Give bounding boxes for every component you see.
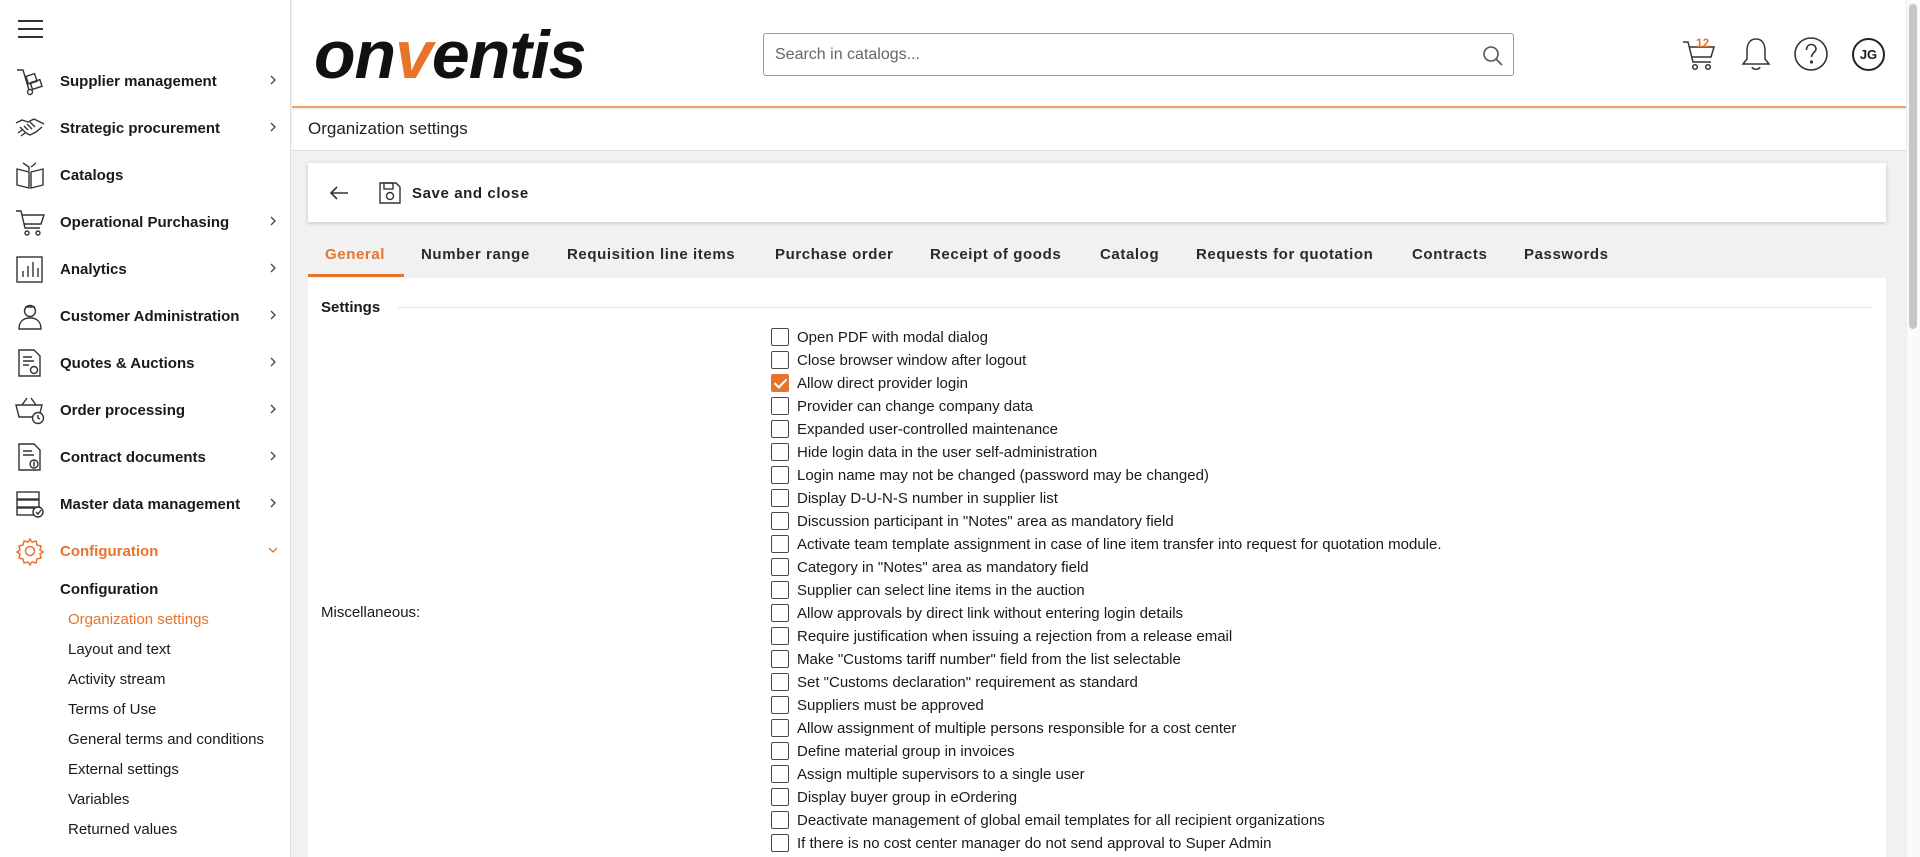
sidebar-subitem-terms-of-use[interactable]: Terms of Use <box>68 701 157 718</box>
page-title-bar <box>292 110 1906 151</box>
database-icon <box>14 489 46 519</box>
sidebar-item-customer-administration[interactable] <box>0 296 290 336</box>
sidebar-item-configuration[interactable] <box>0 531 290 571</box>
setting-option[interactable] <box>771 350 1026 370</box>
sidebar-subheading: Configuration <box>60 581 159 598</box>
setting-checkbox[interactable] <box>771 351 789 369</box>
setting-checkbox[interactable] <box>771 443 789 461</box>
sidebar-subitem-organization-settings[interactable]: Organization settings <box>68 611 209 628</box>
setting-label: If there is no cost center manager do not send approval to Super Admin <box>797 834 1272 852</box>
page-title: Organization settings <box>308 119 468 138</box>
tab-passwords[interactable]: Passwords <box>1524 246 1609 263</box>
setting-label: Allow assignment of multiple persons responsible for a cost center <box>797 719 1237 737</box>
setting-option[interactable] <box>771 718 1236 738</box>
setting-checkbox[interactable] <box>771 535 789 553</box>
setting-option[interactable] <box>771 419 1058 439</box>
setting-checkbox[interactable] <box>771 696 789 714</box>
tab-requisition-line-items[interactable]: Requisition line items <box>567 246 736 263</box>
setting-option[interactable] <box>771 465 1209 485</box>
avatar[interactable]: JG <box>1852 38 1885 71</box>
chevron-right-icon <box>268 309 278 321</box>
chevron-right-icon <box>268 121 278 133</box>
setting-option[interactable] <box>771 511 1174 531</box>
back-arrow-icon[interactable] <box>328 182 350 204</box>
settings-panel <box>308 278 1886 857</box>
setting-checkbox[interactable] <box>771 374 789 392</box>
save-and-close-button[interactable] <box>378 180 529 206</box>
chevron-right-icon <box>268 215 278 227</box>
setting-label: Allow direct provider login <box>797 374 968 392</box>
user-icon <box>14 301 46 331</box>
setting-checkbox[interactable] <box>771 581 789 599</box>
hand-truck-icon <box>14 66 46 96</box>
sidebar-item-label: Customer Administration <box>60 307 240 325</box>
setting-checkbox[interactable] <box>771 489 789 507</box>
setting-label: Make "Customs tariff number" field from the list selectable <box>797 650 1181 668</box>
sidebar-item-label: Configuration <box>60 542 159 560</box>
sidebar-item-label: Quotes & Auctions <box>60 354 195 372</box>
sidebar-item-analytics[interactable] <box>0 249 290 289</box>
sidebar-item-order-processing[interactable] <box>0 390 290 430</box>
save-icon <box>378 181 402 205</box>
setting-option[interactable] <box>771 442 1097 462</box>
setting-checkbox[interactable] <box>771 420 789 438</box>
sidebar-item-strategic-procurement[interactable] <box>0 108 290 148</box>
setting-option[interactable] <box>771 557 1089 577</box>
chevron-down-icon <box>268 544 278 556</box>
setting-label: Login name may not be changed (password may be changed) <box>797 466 1209 484</box>
sidebar-subitem-layout-and-text[interactable]: Layout and text <box>68 641 171 658</box>
save-and-close-label: Save and close <box>412 184 529 202</box>
setting-checkbox[interactable] <box>771 834 789 852</box>
group-label: Miscellaneous: <box>321 604 421 621</box>
setting-label: Provider can change company data <box>797 397 1033 415</box>
chevron-right-icon <box>268 356 278 368</box>
section-divider <box>398 307 1872 308</box>
logo-text-accent: v <box>395 17 432 90</box>
sidebar-item-label: Supplier management <box>60 72 217 90</box>
chevron-right-icon <box>268 403 278 415</box>
setting-label: Supplier can select line items in the auction <box>797 581 1085 599</box>
sidebar-subitem-variables[interactable]: Variables <box>68 791 130 808</box>
setting-checkbox[interactable] <box>771 765 789 783</box>
setting-label: Require justification when issuing a rejection from a release email <box>797 627 1233 645</box>
chevron-right-icon <box>268 497 278 509</box>
sidebar-subitem-returned-values[interactable]: Returned values <box>68 821 178 838</box>
setting-option[interactable] <box>771 672 1138 692</box>
setting-checkbox[interactable] <box>771 811 789 829</box>
setting-option[interactable] <box>771 488 1058 508</box>
logo-text-part: on <box>314 17 396 90</box>
basket-clock-icon <box>14 395 46 425</box>
setting-checkbox[interactable] <box>771 512 789 530</box>
sidebar-item-label: Operational Purchasing <box>60 213 230 231</box>
tab-requests-for-quotation[interactable]: Requests for quotation <box>1196 246 1374 263</box>
section-title: Settings <box>321 299 381 316</box>
setting-option[interactable] <box>771 603 1183 623</box>
setting-label: Discussion participant in "Notes" area as mandatory field <box>797 512 1174 530</box>
setting-option[interactable] <box>771 764 1085 784</box>
chevron-right-icon <box>268 262 278 274</box>
setting-checkbox[interactable] <box>771 466 789 484</box>
gear-icon <box>14 536 46 566</box>
sidebar-item-label: Master data management <box>60 495 241 513</box>
setting-option[interactable] <box>771 396 1033 416</box>
setting-label: Hide login data in the user self-administration <box>797 443 1098 461</box>
cart-count-badge: 12 <box>1696 36 1710 50</box>
setting-option[interactable] <box>771 327 988 347</box>
setting-checkbox[interactable] <box>771 788 789 806</box>
setting-label: Display D-U-N-S number in supplier list <box>797 489 1058 507</box>
notification-bell-icon[interactable] <box>1737 34 1775 74</box>
sidebar-item-label: Analytics <box>60 260 127 278</box>
search-icon[interactable] <box>1481 44 1505 68</box>
sidebar-item-label: Order processing <box>60 401 186 419</box>
logo-text-part: entis <box>431 17 586 90</box>
setting-checkbox[interactable] <box>771 742 789 760</box>
setting-label: Category in "Notes" area as mandatory field <box>797 558 1089 576</box>
setting-checkbox[interactable] <box>771 604 789 622</box>
svg-text:onventis <box>314 17 586 90</box>
sidebar-subitem-activity-stream[interactable]: Activity stream <box>68 671 166 688</box>
setting-option[interactable] <box>771 695 984 715</box>
setting-option[interactable] <box>771 580 1085 600</box>
sidebar-item-label: Contract documents <box>60 448 206 466</box>
scrollbar-thumb[interactable] <box>1909 4 1917 329</box>
shopping-cart-icon <box>14 207 46 237</box>
setting-label: Display buyer group in eOrdering <box>797 788 1018 806</box>
setting-label: Allow approvals by direct link without entering login details <box>797 604 1184 622</box>
setting-checkbox[interactable] <box>771 558 789 576</box>
sidebar-item-operational-purchasing[interactable] <box>0 202 290 242</box>
setting-option[interactable] <box>771 534 1442 554</box>
setting-label: Close browser window after logout <box>797 351 1027 369</box>
setting-option[interactable] <box>771 741 1015 761</box>
handshake-icon <box>14 113 46 143</box>
tab-receipt-of-goods[interactable]: Receipt of goods <box>930 246 1062 263</box>
setting-checkbox[interactable] <box>771 397 789 415</box>
setting-checkbox[interactable] <box>771 719 789 737</box>
tab-number-range[interactable]: Number range <box>421 246 530 263</box>
search-input[interactable] <box>763 33 1514 76</box>
sidebar-item-quotes-auctions[interactable] <box>0 343 290 383</box>
sidebar-item-master-data-management[interactable] <box>0 484 290 524</box>
onventis-logo[interactable] <box>314 14 604 90</box>
menu-icon[interactable] <box>18 20 43 38</box>
toolbar <box>308 163 1886 222</box>
book-icon <box>14 160 46 190</box>
setting-option[interactable] <box>771 787 1017 807</box>
setting-label: Assign multiple supervisors to a single user <box>797 765 1085 783</box>
sidebar-item-label: Strategic procurement <box>60 119 221 137</box>
sidebar-item-supplier-management[interactable] <box>0 61 290 101</box>
setting-label: Define material group in invoices <box>797 742 1015 760</box>
setting-checkbox[interactable] <box>771 328 789 346</box>
active-tab-indicator <box>308 274 404 277</box>
setting-label: Expanded user-controlled maintenance <box>797 420 1058 438</box>
sidebar-item-label: Catalogs <box>60 166 124 184</box>
chevron-right-icon <box>268 74 278 86</box>
sidebar-subitem-external-settings[interactable]: External settings <box>68 761 179 778</box>
setting-option[interactable] <box>771 833 1271 853</box>
help-icon[interactable] <box>1792 34 1830 74</box>
setting-option[interactable] <box>771 810 1325 830</box>
chevron-right-icon <box>268 450 278 462</box>
tab-contracts[interactable]: Contracts <box>1412 246 1488 263</box>
setting-checkbox[interactable] <box>771 673 789 691</box>
contract-icon <box>14 442 46 472</box>
setting-option[interactable] <box>771 649 1181 669</box>
setting-checkbox[interactable] <box>771 650 789 668</box>
setting-label: Set "Customs declaration" requirement as standard <box>797 673 1138 691</box>
setting-option[interactable] <box>771 373 968 393</box>
document-icon <box>14 348 46 378</box>
sidebar-subitem-general-terms[interactable]: General terms and conditions <box>68 731 264 748</box>
bar-chart-icon <box>14 254 46 284</box>
setting-option[interactable] <box>771 626 1232 646</box>
sidebar-item-contract-documents[interactable] <box>0 437 290 477</box>
sidebar-item-catalogs[interactable] <box>0 155 290 195</box>
tab-general[interactable]: General <box>325 246 386 263</box>
tab-purchase-order[interactable]: Purchase order <box>775 246 894 263</box>
setting-checkbox[interactable] <box>771 627 789 645</box>
setting-label: Deactivate management of global email templates for all recipient organizations <box>797 811 1325 829</box>
setting-label: Activate team template assignment in case of line item transfer into request for quotation module. <box>797 535 1442 553</box>
setting-label: Suppliers must be approved <box>797 696 984 714</box>
tab-catalog[interactable]: Catalog <box>1100 246 1160 263</box>
setting-label: Open PDF with modal dialog <box>797 328 988 346</box>
